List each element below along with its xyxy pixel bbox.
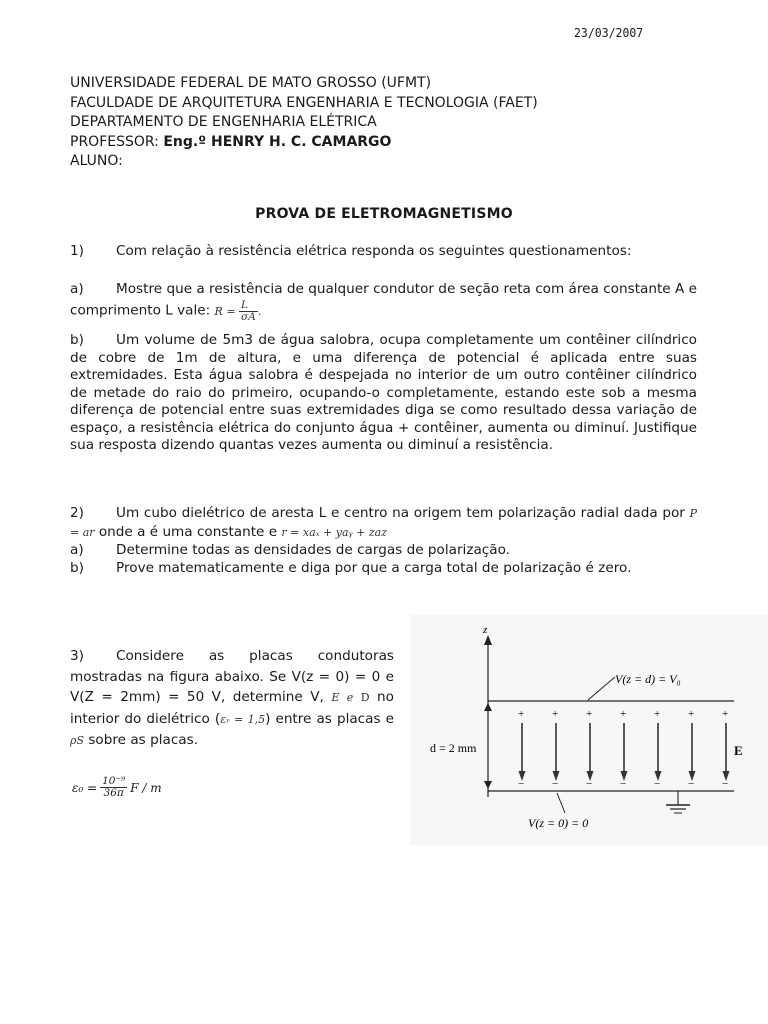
conjunction: e: [346, 691, 354, 704]
item-text: Prove matematicamente e diga por que a carga total de polarização é zero.: [116, 560, 632, 576]
electric-field-symbol: E: [331, 691, 340, 704]
question-text-2: onde a é uma constante e: [98, 524, 278, 540]
department-name: DEPARTAMENTO DE ENGENHARIA ELÉTRICA: [70, 114, 377, 130]
eps0-unit: F / m: [130, 780, 162, 795]
question-text-3: ) entre as placas e: [265, 710, 394, 727]
item-text: Um volume de 5m3 de água salobra, ocupa completamente um contêiner cilíndrico de cobre de 1m de altura, e uma diferença de potencial é aplicada entre suas extremidades. Esta água salobra é despejada no interior de um outro contêiner cilíndrico de metade do raio do primeiro, ocupando-o completamente, estando este sob a mesma diferença de potencial entre suas extremidades diga se como resultado dessa variação de espaço, a resistência elétrica do conjunto água + contêiner, aumenta ou diminuí. Justifique sua resposta dizendo quantas vezes aumenta ou diminuí a resistência.: [70, 332, 697, 453]
eps0-fraction: [100, 776, 127, 799]
formula-fraction: [239, 300, 258, 323]
surface-charge-symbol: ρS: [70, 734, 85, 747]
item-label: a): [70, 281, 84, 297]
positive-charge-sign: +: [552, 708, 559, 720]
item-text: Mostre que a resistência de qualquer condutor de seção reta com área constante A e comprimento L vale:: [70, 281, 697, 319]
question-2a: [70, 542, 697, 560]
positive-charge-sign: +: [722, 708, 729, 720]
field-label: E: [734, 743, 743, 758]
question-3: [70, 646, 394, 752]
question-1a: [70, 279, 697, 323]
item-label: b): [70, 560, 84, 576]
eps0-denominator: 36π: [103, 787, 124, 799]
negative-charge-sign: −: [518, 778, 525, 790]
university-name: UNIVERSIDADE FEDERAL DE MATO GROSSO (UFMT): [70, 75, 432, 91]
question-number: 3): [70, 648, 84, 664]
exam-title: PROVA DE ELETROMAGNETISMO: [255, 206, 513, 222]
bottom-label-leader: [557, 793, 565, 813]
document-header: [70, 74, 538, 172]
distance-label: d = 2 mm: [430, 741, 477, 755]
bottom-plate-voltage-label: V(z = 0) = 0: [528, 816, 589, 830]
question-1: [70, 243, 697, 261]
question-text: Um cubo dielétrico de aresta L e centro na origem tem polarização radial dada por: [116, 505, 685, 521]
z-axis-label: z: [483, 624, 488, 636]
formula-numerator: L: [239, 300, 258, 312]
top-label-leader: [588, 677, 615, 700]
question-text: Com relação à resistência elétrica responda os seguintes questionamentos:: [116, 243, 632, 259]
student-label: ALUNO:: [70, 153, 123, 169]
question-2: [70, 504, 697, 542]
question-1b: [70, 332, 697, 455]
item-label: a): [70, 542, 84, 558]
positive-charge-sign: +: [518, 708, 525, 720]
distance-arrow-up-icon: [484, 703, 492, 711]
professor-line: [70, 133, 538, 153]
capacitor-plates-figure: [410, 615, 768, 845]
question-number: 2): [70, 505, 84, 521]
professor-name: Eng.º HENRY H. C. CAMARGO: [163, 133, 392, 150]
polarization-formula: P = ar: [70, 507, 697, 539]
relative-permittivity: εᵣ = 1,5: [220, 712, 266, 726]
negative-charge-sign: −: [620, 778, 627, 790]
eps0-numerator: 10⁻⁹: [102, 775, 126, 787]
negative-charge-sign: −: [586, 778, 593, 790]
vacuum-permittivity-formula: [72, 776, 162, 799]
distance-arrow-down-icon: [484, 781, 492, 789]
question-number: 1): [70, 243, 84, 259]
eps0-lhs: ε₀ =: [72, 780, 98, 795]
faculty-name: FACULDADE DE ARQUITETURA ENGENHARIA E TECNOLOGIA (FAET): [70, 94, 538, 111]
negative-charge-sign: −: [688, 778, 695, 790]
positive-charge-sign: +: [688, 708, 695, 720]
item-text: Determine todas as densidades de cargas de polarização.: [116, 542, 510, 558]
question-text-4: sobre as placas.: [88, 732, 199, 748]
question-text: Considere as placas condutoras mostradas na figura abaixo. Se V(z = 0) = 0 e V(Z = 2mm) = 50 V, determine V,: [70, 648, 394, 705]
positive-charge-sign: +: [654, 708, 661, 720]
resistance-formula: R = $\frac{L}{\sigma A}$ .: [214, 299, 262, 323]
negative-charge-sign: −: [552, 778, 559, 790]
positive-charge-sign: +: [620, 708, 627, 720]
negative-charge-sign: −: [722, 778, 729, 790]
z-axis-arrow-icon: [484, 635, 492, 645]
positive-charge-sign: +: [586, 708, 593, 720]
item-label: b): [70, 332, 84, 348]
professor-label: PROFESSOR:: [70, 133, 159, 150]
question-text-2: no interior do dielétrico (: [70, 689, 394, 727]
position-vector-formula: r = xaₓ + yaᵧ + zaz: [281, 526, 388, 539]
formula-denominator: σA: [241, 311, 256, 323]
question-2b: [70, 560, 697, 578]
formula-lhs: R =: [214, 304, 236, 318]
displacement-symbol: D: [360, 691, 370, 704]
field-arrows: [518, 708, 730, 790]
document-date: 23/03/2007: [574, 25, 644, 40]
negative-charge-sign: −: [654, 778, 661, 790]
top-plate-voltage-label: V(z = d) = V₀: [615, 672, 681, 686]
